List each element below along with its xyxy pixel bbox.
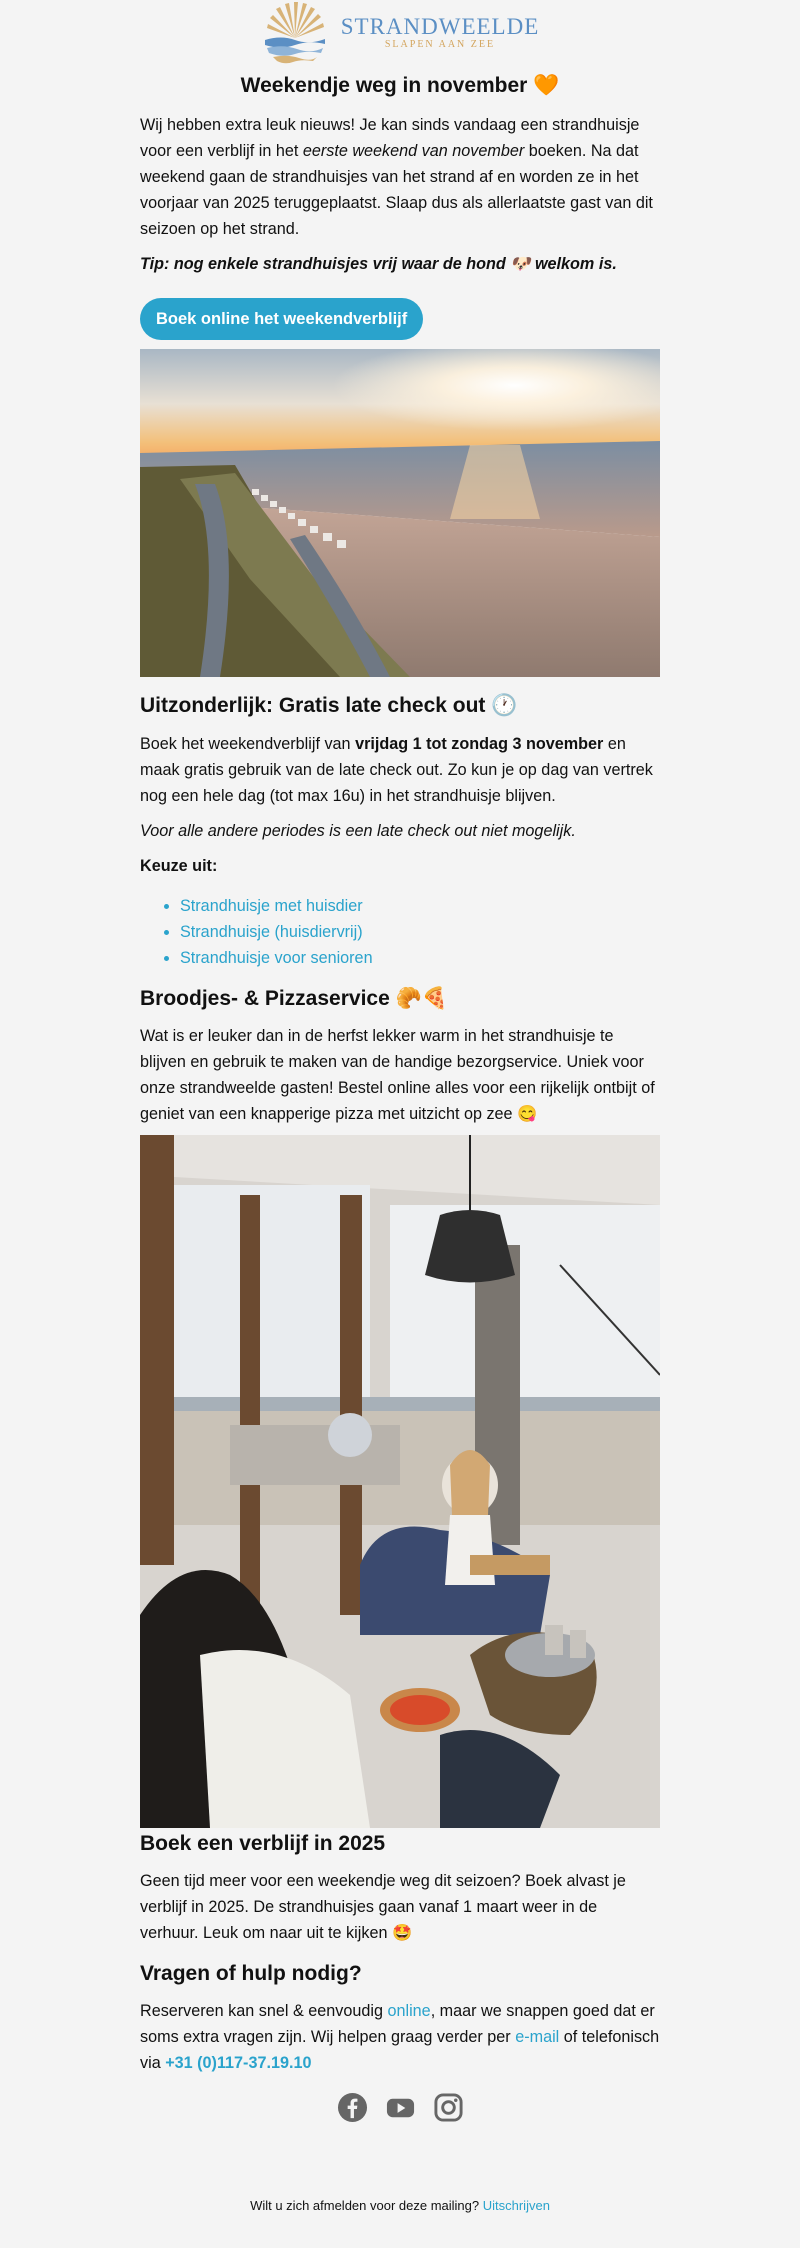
interior-pizza-photo xyxy=(140,1135,660,1828)
youtube-icon[interactable] xyxy=(385,2092,416,2123)
email-link[interactable]: e-mail xyxy=(515,2028,560,2046)
brand-name: STRANDWEELDE xyxy=(340,14,540,39)
brand-tagline: SLAPEN AAN ZEE xyxy=(384,39,496,50)
book-2025-text: Geen tijd meer voor een weekendje weg dit seizoen? Boek alvast je verblijf in 2025. De strandhuisjes gaan vanaf 1 maart weer in de verhuur. Leuk om naar uit te kijken 🤩 xyxy=(140,1872,626,1942)
choice-label: Keuze uit: xyxy=(140,857,218,875)
choice-link-huisdier[interactable]: Strandhuisje met huisdier xyxy=(180,897,363,915)
pizza-service-text: Wat is er leuker dan in de herfst lekker warm in het strandhuisje te blijven en gebruik te maken van de handige bezorgservice. Uniek voor onze strandweelde gasten! Bestel online alles voor een rijkelijk ontbijt of geniet van een knapperige pizza met uitzicht op zee 😋 xyxy=(140,1027,655,1123)
unsubscribe-link[interactable]: Uitschrijven xyxy=(482,2198,550,2213)
book-2025-title: Boek een verblijf in 2025 xyxy=(140,1832,386,1855)
email-body xyxy=(140,0,660,2213)
choice-link-huisdiervrij[interactable]: Strandhuisje (huisdiervrij) xyxy=(180,923,363,941)
logo[interactable] xyxy=(140,0,660,66)
choice-item[interactable] xyxy=(180,893,660,919)
online-link[interactable]: online xyxy=(387,2002,431,2020)
footer xyxy=(140,2198,660,2213)
intro-title: Weekendje weg in november 🧡 xyxy=(240,74,560,97)
late-checkout-title: Uitzonderlijk: Gratis late check out 🕐 xyxy=(140,694,518,717)
facebook-icon[interactable] xyxy=(337,2092,368,2123)
instagram-icon[interactable] xyxy=(433,2092,464,2123)
late-checkout-text: Boek het weekendverblijf van vrijdag 1 tot zondag 3 november en maak gratis gebruik van de late check out. Zo kun je op dag van vertrek nog een hele dag (tot max 16u) in het strandhuisje blijven. xyxy=(140,735,653,805)
social-links xyxy=(140,2092,660,2123)
intro-tip: Tip: nog enkele strandhuisjes vrij waar de hond 🐶 welkom is. xyxy=(140,255,617,273)
choice-list xyxy=(140,893,660,971)
late-checkout-note: Voor alle andere periodes is een late check out niet mogelijk. xyxy=(140,822,576,840)
intro-text: Wij hebben extra leuk nieuws! Je kan sinds vandaag een strandhuisje voor een verblijf in het eerste weekend van november boeken. Na dat weekend gaan de strandhuisjes van het strand af en worden ze in het voorjaar van 2025 teruggeplaatst. Slaap dus als allerlaatste gast van dit seizoen op het strand. xyxy=(140,116,653,238)
sunrise-logo-icon xyxy=(261,2,329,64)
phone-link[interactable]: +31 (0)117-37.19.10 xyxy=(165,2054,312,2072)
choice-item[interactable] xyxy=(180,945,660,971)
help-text: Reserveren kan snel & eenvoudig online, maar we snappen goed dat er soms extra vragen zijn. Wij helpen graag verder per e-mail of telefonisch via +31 (0)117-37.19.10 xyxy=(140,2002,660,2072)
beach-sunset-photo xyxy=(140,349,660,677)
pizza-service-title: Broodjes- & Pizzaservice 🥐🍕 xyxy=(140,987,448,1010)
book-weekend-button[interactable]: Boek online het weekendverblijf xyxy=(140,298,423,340)
choice-item[interactable] xyxy=(180,919,660,945)
help-title: Vragen of hulp nodig? xyxy=(140,1962,362,1985)
choice-link-senioren[interactable]: Strandhuisje voor senioren xyxy=(180,949,373,967)
unsubscribe-text: Wilt u zich afmelden voor deze mailing? xyxy=(250,2198,483,2213)
